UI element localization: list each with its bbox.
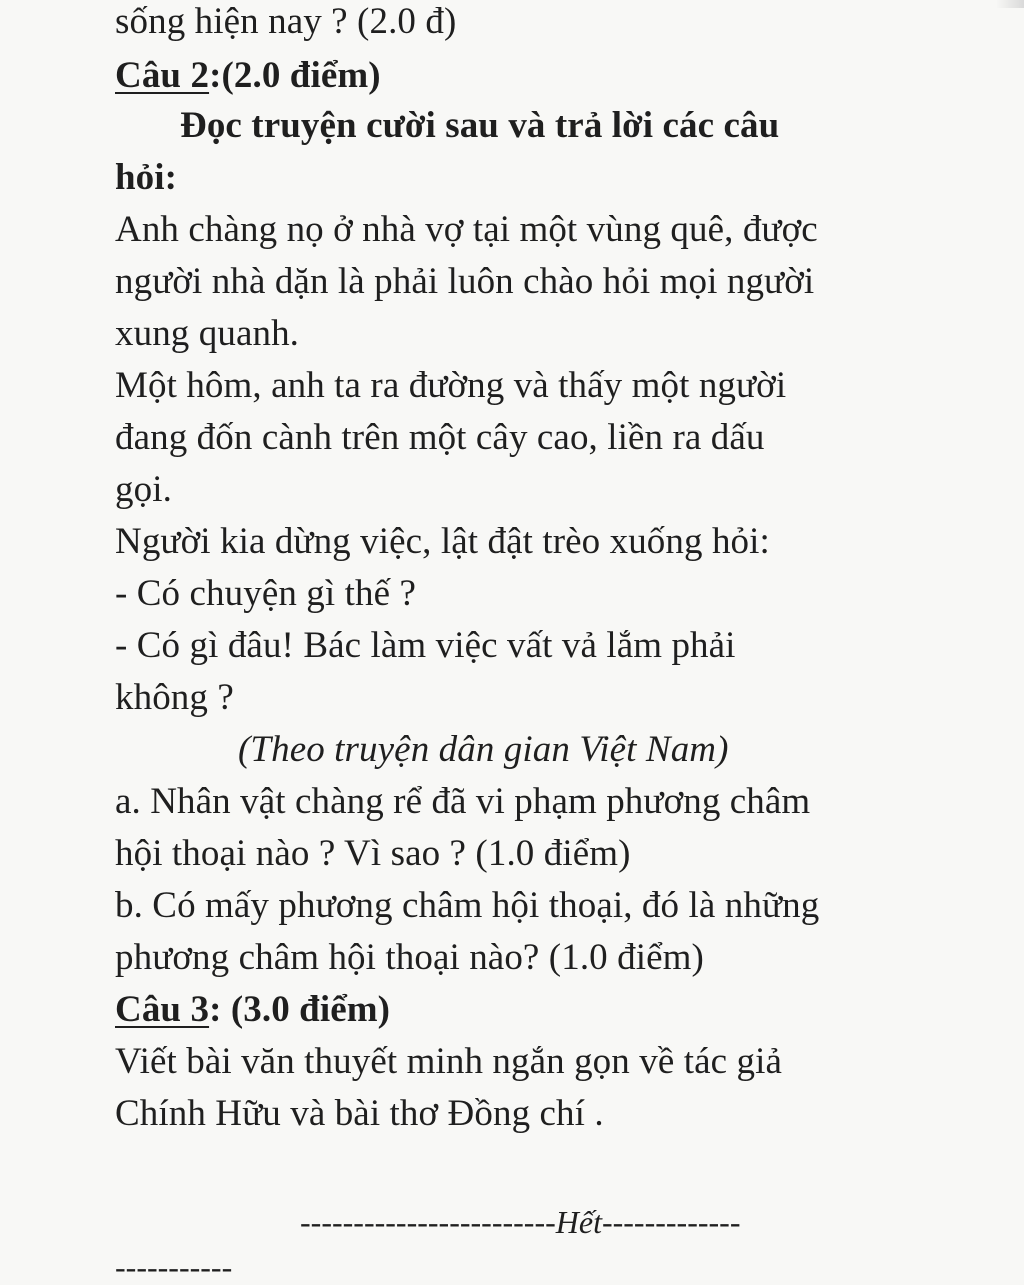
question-3-points: : (3.0 điểm) — [209, 989, 391, 1030]
page-edge-shadow — [996, 0, 1024, 8]
story-line-9: - Có gì đâu! Bác làm việc vất vả lắm phải — [115, 625, 736, 666]
end-of-exam-marker: ------------------------Hết------------- — [300, 1204, 741, 1240]
question-2-instruction-line-2: hỏi: — [115, 157, 178, 198]
question-b-line-1: b. Có mấy phương châm hội thoại, đó là những — [115, 885, 820, 926]
question-3-title — [115, 990, 390, 1030]
question-2-title — [115, 56, 381, 96]
question-b-line-2: phương châm hội thoại nào? (1.0 điểm) — [115, 937, 704, 978]
end-of-exam-marker-continuation: ----------- — [115, 1249, 233, 1285]
story-line-8: - Có chuyện gì thế ? — [115, 573, 416, 614]
story-source: (Theo truyện dân gian Việt Nam) — [238, 729, 729, 770]
question-3-line-2: Chính Hữu và bài thơ Đồng chí . — [115, 1093, 604, 1134]
story-line-4: Một hôm, anh ta ra đường và thấy một người — [115, 365, 787, 406]
story-line-7: Người kia dừng việc, lật đật trèo xuống hỏi: — [115, 521, 770, 562]
story-line-5: đang đốn cành trên một cây cao, liền ra dấu — [115, 417, 765, 458]
question-2-label: Câu 2 — [115, 55, 210, 96]
story-line-1: Anh chàng nọ ở nhà vợ tại một vùng quê, được — [115, 209, 818, 250]
story-line-10: không ? — [115, 677, 234, 718]
question-a-line-1: a. Nhân vật chàng rể đã vi phạm phương châm — [115, 781, 811, 822]
question-3-line-1: Viết bài văn thuyết minh ngắn gọn về tác giả — [115, 1041, 782, 1082]
previous-question-tail: sống hiện nay ? (2.0 đ) — [115, 1, 457, 42]
question-3-label: Câu 3 — [115, 989, 210, 1030]
question-2-points: :(2.0 điểm) — [209, 55, 381, 96]
story-line-6: gọi. — [115, 469, 172, 510]
question-2-instruction-line-1: Đọc truyện cười sau và trả lời các câu — [180, 105, 780, 146]
story-line-3: xung quanh. — [115, 313, 300, 354]
story-line-2: người nhà dặn là phải luôn chào hỏi mọi người — [115, 261, 815, 302]
question-a-line-2: hội thoại nào ? Vì sao ? (1.0 điểm) — [115, 833, 631, 874]
